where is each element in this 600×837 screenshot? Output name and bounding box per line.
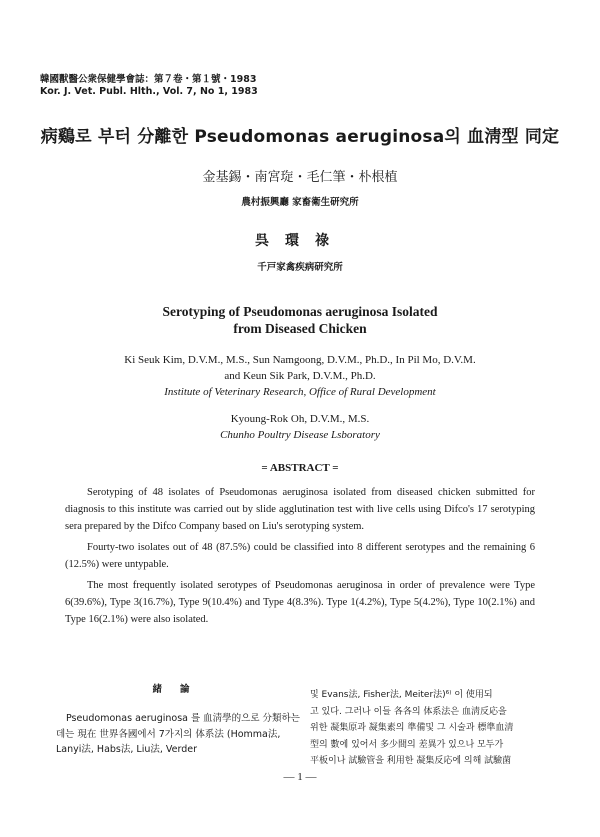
title-korean: 病鷄로 부터 分離한 Pseudomonas aeruginosa의 血淸型 同定 xyxy=(40,127,560,147)
intro-right-line-5: 平板이나 試驗管을 利用한 凝集反応에 의해 試驗菌 xyxy=(310,756,512,766)
authors-english-2 xyxy=(0,411,600,443)
abstract-heading: = ABSTRACT = xyxy=(261,462,339,474)
page-number: — 1 — xyxy=(283,771,317,783)
abstract-paragraph-2: Fourty-two isolates out of 48 (87.5%) could be classified into 8 different serotypes and the remaining 6 (12.5%) were untypable. xyxy=(65,542,535,570)
title-english-line-2: from Diseased Chicken xyxy=(233,321,367,336)
intro-right-line-4: 型의 數에 있어서 多少間의 差異가 있으나 모두가 xyxy=(310,739,504,750)
intro-right-line-2: 고 있다. 그러나 이들 各各의 体系法은 血淸反応을 xyxy=(310,706,507,717)
authors-korean: 金基錫・南宮琁・毛仁筆・朴根植 xyxy=(202,170,398,185)
author-korean-2: 呉環祿 xyxy=(255,233,345,249)
affiliation-korean-2: 千戸家禽疾病研究所 xyxy=(257,262,343,273)
affiliation-english-1: Institute of Veterinary Research, Office of Rural Development xyxy=(164,386,436,398)
affiliation-korean-1: 農村振興廳 家畜衛生研究所 xyxy=(241,197,359,208)
section-heading-introduction: 緒論 xyxy=(152,684,208,695)
author-english-2-line: Kyoung-Rok Oh, D.V.M., M.S. xyxy=(230,413,370,425)
journal-header xyxy=(40,74,258,98)
intro-left-text: Pseudomonas aeruginosa 를 血淸學的으로 分類하는데는 現在 世界各國에서 7가지의 体系法 (Homma法, Lanyi法, Habs法, Liu法, Verder xyxy=(56,713,300,755)
affiliation-english-2: Chunho Poultry Disease Lsboratory xyxy=(220,429,380,441)
abstract-paragraph-1: Serotyping of 48 isolates of Pseudomonas aeruginosa isolated from diseased chicken submitted for diagnosis to this institute was carried out by slide agglutination test with live cells using Difco's 17 serotyping sera prepared by the Difco Company based on Liu's serotyping system. xyxy=(65,487,535,532)
intro-right-line-3: 위한 凝集原과 凝集素의 準備및 그 시술과 標準血淸 xyxy=(310,723,514,733)
intro-right-line-1: 및 Evans法, Fisher法, Meiter法)⁶⁾ 이 使用되 xyxy=(310,690,493,700)
abstract-paragraph-3: The most frequently isolated serotypes of Pseudomonas aeruginosa in order of prevalence were Type 6(39.6%), Type 3(16.7%), Type 9(10.4%) and Type 4(8.3%). Type 1(4.2%), Type 5(4.2%), Type 10(2.1%) and Type 16(2.1%) were also isolated. xyxy=(65,580,535,625)
title-english-line-1: Serotyping of Pseudomonas aeruginosa Isolated xyxy=(162,304,438,319)
title-english xyxy=(0,303,600,337)
authors-english xyxy=(0,352,600,400)
journal-line-english: Kor. J. Vet. Publ. Hlth., Vol. 7, No 1, 1983 xyxy=(40,86,258,97)
abstract-body xyxy=(65,484,535,632)
authors-english-line-2: and Keun Sik Park, D.V.M., Ph.D. xyxy=(224,370,376,382)
intro-right-column xyxy=(310,687,555,770)
journal-line-korean: 韓國獸醫公衆保健學會誌：第７卷・第１號・1983 xyxy=(40,74,257,85)
authors-english-line-1: Ki Seuk Kim, D.V.M., M.S., Sun Namgoong, D.V.M., Ph.D., In Pil Mo, D.V.M. xyxy=(124,354,476,366)
intro-left-column xyxy=(56,681,304,758)
